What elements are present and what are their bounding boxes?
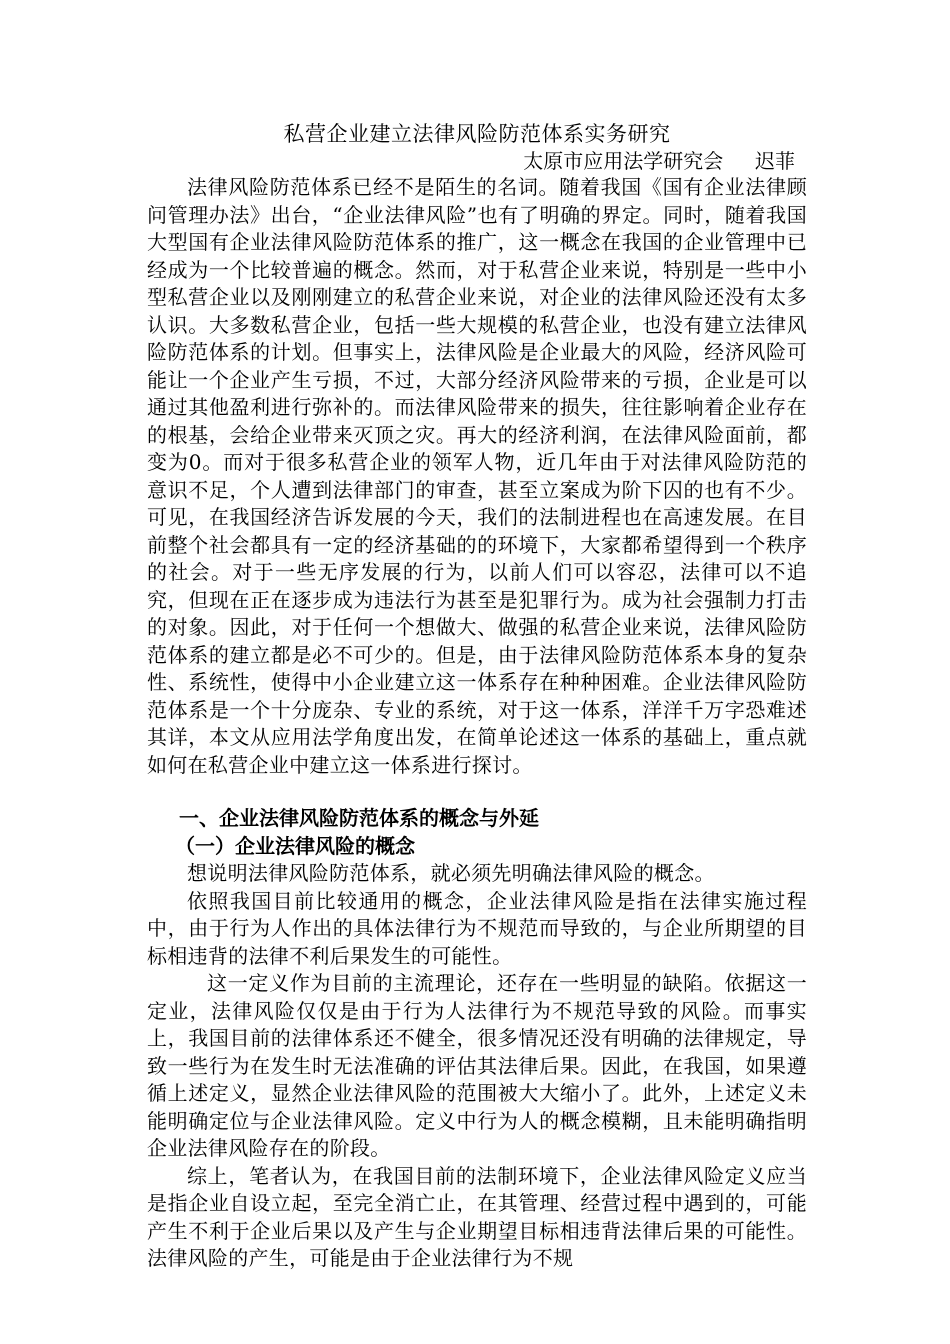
body-paragraph-1: 想说明法律风险防范体系，就必须先明确法律风险的概念。 [187, 861, 715, 885]
body-paragraph-4: 综上，笔者认为，在我国目前的法制环境下，企业法律风险定义应当是指企业自设立起，至完全消亡止，在其管理、经营过程中遇到的，可能产生不利于企业后果以及产生与企业期望目标相违背法律后果的可能性。法律风险的产生，可能是由于企业法律行为不规 [147, 1163, 807, 1270]
author-line: 太原市应用法学研究会 迟菲 [523, 149, 795, 173]
section-spacer [147, 779, 807, 805]
body-paragraph-2: 依照我国目前比较通用的概念，企业法律风险是指在法律实施过程中，由于行为人作出的具体法律行为不规范而导致的，与企业所期望的目标相违背的法律不利后果发生的可能性。 [147, 888, 807, 968]
subsection-heading: （一）企业法律风险的概念 [175, 833, 415, 858]
intro-paragraph: 法律风险防范体系已经不是陌生的名词。随着我国《国有企业法律顾问管理办法》出台，“企业法律风险”也有了明确的界定。同时，随着我国大型国有企业法律风险防范体系的推广，这一概念在我国的企业管理中已经成为一个比较普遍的概念。然而，对于私营企业来说，特别是一些中小型私营企业以及刚刚建立的私营企业来说，对企业的法律风险还没有太多认识。大多数私营企业，包括一些大规模的私营企业，也没有建立法律风险防范体系的计划。但事实上，法律风险是企业最大的风险，经济风险可能让一个企业产生亏损，不过，大部分经济风险带来的亏损，企业是可以通过其他盈利进行弥补的。而法律风险带来的损失，往往影响着企业存在的根基，会给企业带来灭顶之灾。再大的经济利润，在法律风险面前，都变为0。而对于很多私营企业的领军人物，近几年由于对法律风险防范的意识不足，个人遭到法律部门的审查，甚至立案成为阶下囚的也有不少。可见，在我国经济告诉发展的今天，我们的法制进程也在高速发展。在目前整个社会都具有一定的经济基础的的环境下，大家都希望得到一个秩序的社会。对于一些无序发展的行为，以前人们可以容忍，法律可以不追究，但现在正在逐步成为违法行为甚至是犯罪行为。成为社会强制力打击的对象。因此，对于任何一个想做大、做强的私营企业来说，法律风险防范体系的建立都是必不可少的。但是，由于法律风险防范体系本身的复杂性、系统性，使得中小企业建立这一体系存在种种困难。企业法律风险防范体系是一个十分庞杂、专业的系统，对于这一体系，洋洋千万字恐难述其详，本文从应用法学角度出发，在简单论述这一体系的基础上，重点就如何在私营企业中建立这一体系进行探讨。 [147, 175, 807, 777]
section-heading: 一、企业法律风险防范体系的概念与外延 [179, 806, 539, 830]
document-body [147, 120, 807, 1273]
body-paragraph-3: 这一定义作为目前的主流理论，还存在一些明显的缺陷。依据这一定业，法律风险仅仅是由于行为人法律行为不规范导致的风险。而事实上，我国目前的法律体系还不健全，很多情况还没有明确的法律规定，导致一些行为在发生时无法准确的评估其法律后果。因此，在我国，如果遵循上述定义，显然企业法律风险的范围被大大缩小了。此外，上述定义未能明确定位与企业法律风险。定义中行为人的概念模糊，且未能明确指明企业法律风险存在的阶段。 [147, 971, 807, 1160]
document-title: 私营企业建立法律风险防范体系实务研究 [283, 122, 671, 146]
